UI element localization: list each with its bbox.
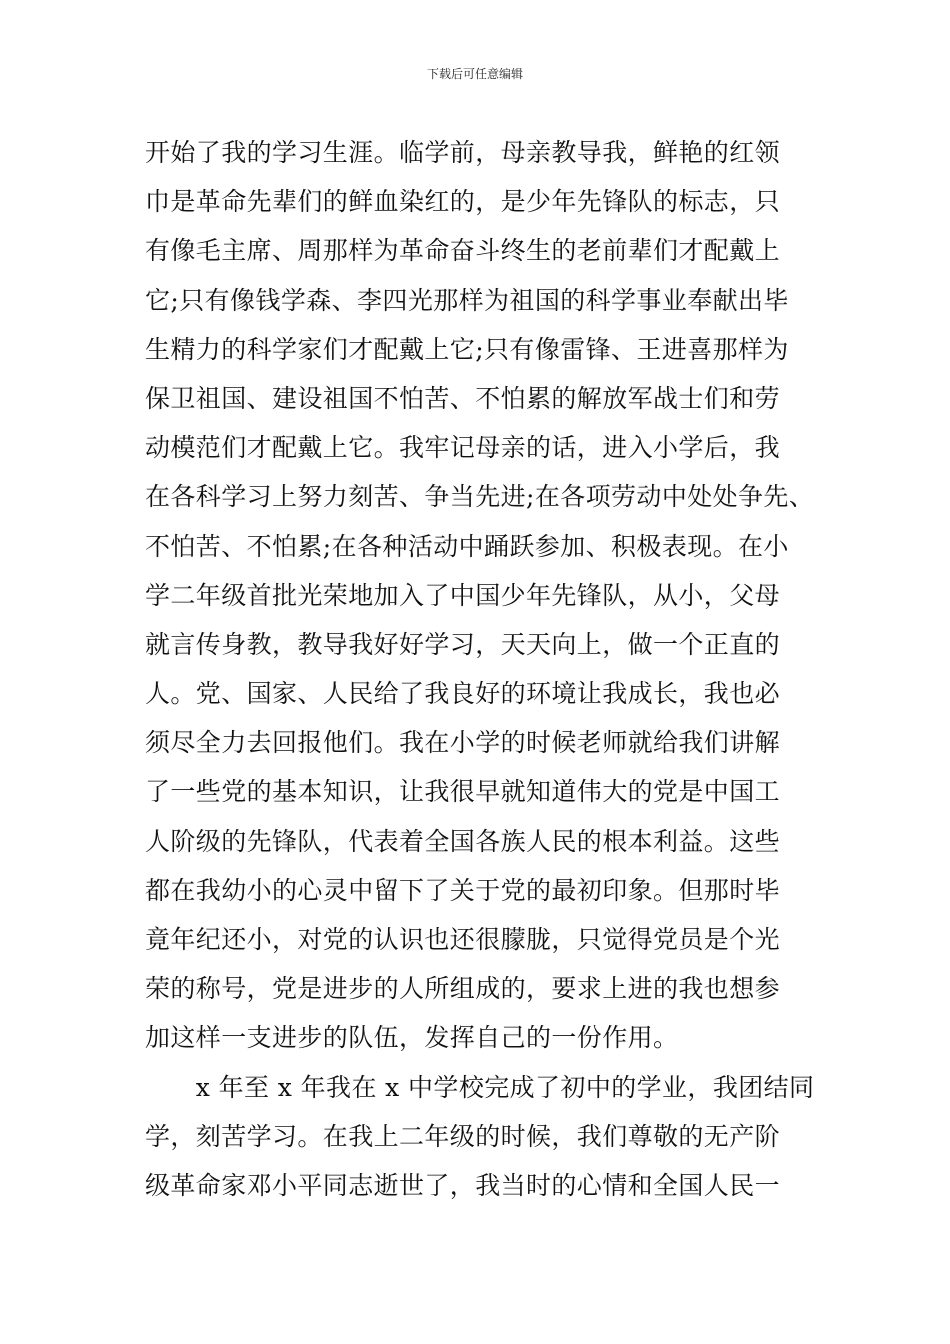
text-line: 荣的称号，党是进步的人所组成的，要求上进的我也想参 — [145, 974, 781, 1004]
text-line: 人阶级的先锋队，代表着全国各族人民的根本利益。这些 — [145, 826, 781, 856]
text-line: 动模范们才配戴上它。我牢记母亲的话，进入小学后，我 — [145, 433, 781, 463]
text-line: 须尽全力去回报他们。我在小学的时候老师就给我们讲解 — [145, 728, 781, 758]
text-line: 人。党、国家、人民给了我良好的环境让我成长，我也必 — [145, 679, 781, 709]
text-line: 它;只有像钱学森、李四光那样为祖国的科学事业奉献出毕 — [145, 285, 789, 315]
text-line: 就言传身教，教导我好好学习，天天向上，做一个正直的 — [145, 629, 781, 659]
text-line: 开始了我的学习生涯。临学前，母亲教导我，鲜艳的红领 — [145, 138, 781, 167]
page-header: 下载后可任意编辑 — [426, 67, 523, 81]
text-line: 保卫祖国、建设祖国不怕苦、不怕累的解放军战士们和劳 — [145, 383, 781, 413]
text-line: 都在我幼小的心灵中留下了关于党的最初印象。但那时毕 — [145, 875, 781, 905]
text-line: 竟年纪还小，对党的认识也还很朦胧，只觉得党员是个光 — [145, 925, 781, 954]
text-line: 学，刻苦学习。在我上二年级的时候，我们尊敬的无产阶 — [145, 1121, 781, 1151]
text-line: 在各科学习上努力刻苦、争当先进;在各项劳动中处处争先、 — [145, 482, 815, 512]
document-body — [145, 128, 815, 1210]
text-line: x 年至 x 年我在 x 中学校完成了初中的学业，我团结同 — [145, 1072, 815, 1102]
text-line: 了一些党的基本知识，让我很早就知道伟大的党是中国工 — [145, 777, 781, 807]
text-line: 级革命家邓小平同志逝世了，我当时的心情和全国人民一 — [145, 1170, 781, 1200]
text-line: 加这样一支进步的队伍，发挥自己的一份作用。 — [145, 1023, 679, 1053]
text-line: 不怕苦、不怕累;在各种活动中踊跃参加、积极表现。在小 — [145, 531, 789, 561]
text-line: 巾是革命先辈们的鲜血染红的，是少年先锋队的标志，只 — [145, 187, 781, 217]
text-line: 生精力的科学家们才配戴上它;只有像雷锋、王进喜那样为 — [145, 334, 789, 364]
text-line: 学二年级首批光荣地加入了中国少年先锋队，从小，父母 — [145, 580, 781, 610]
text-line: 有像毛主席、周那样为革命奋斗终生的老前辈们才配戴上 — [145, 236, 781, 266]
